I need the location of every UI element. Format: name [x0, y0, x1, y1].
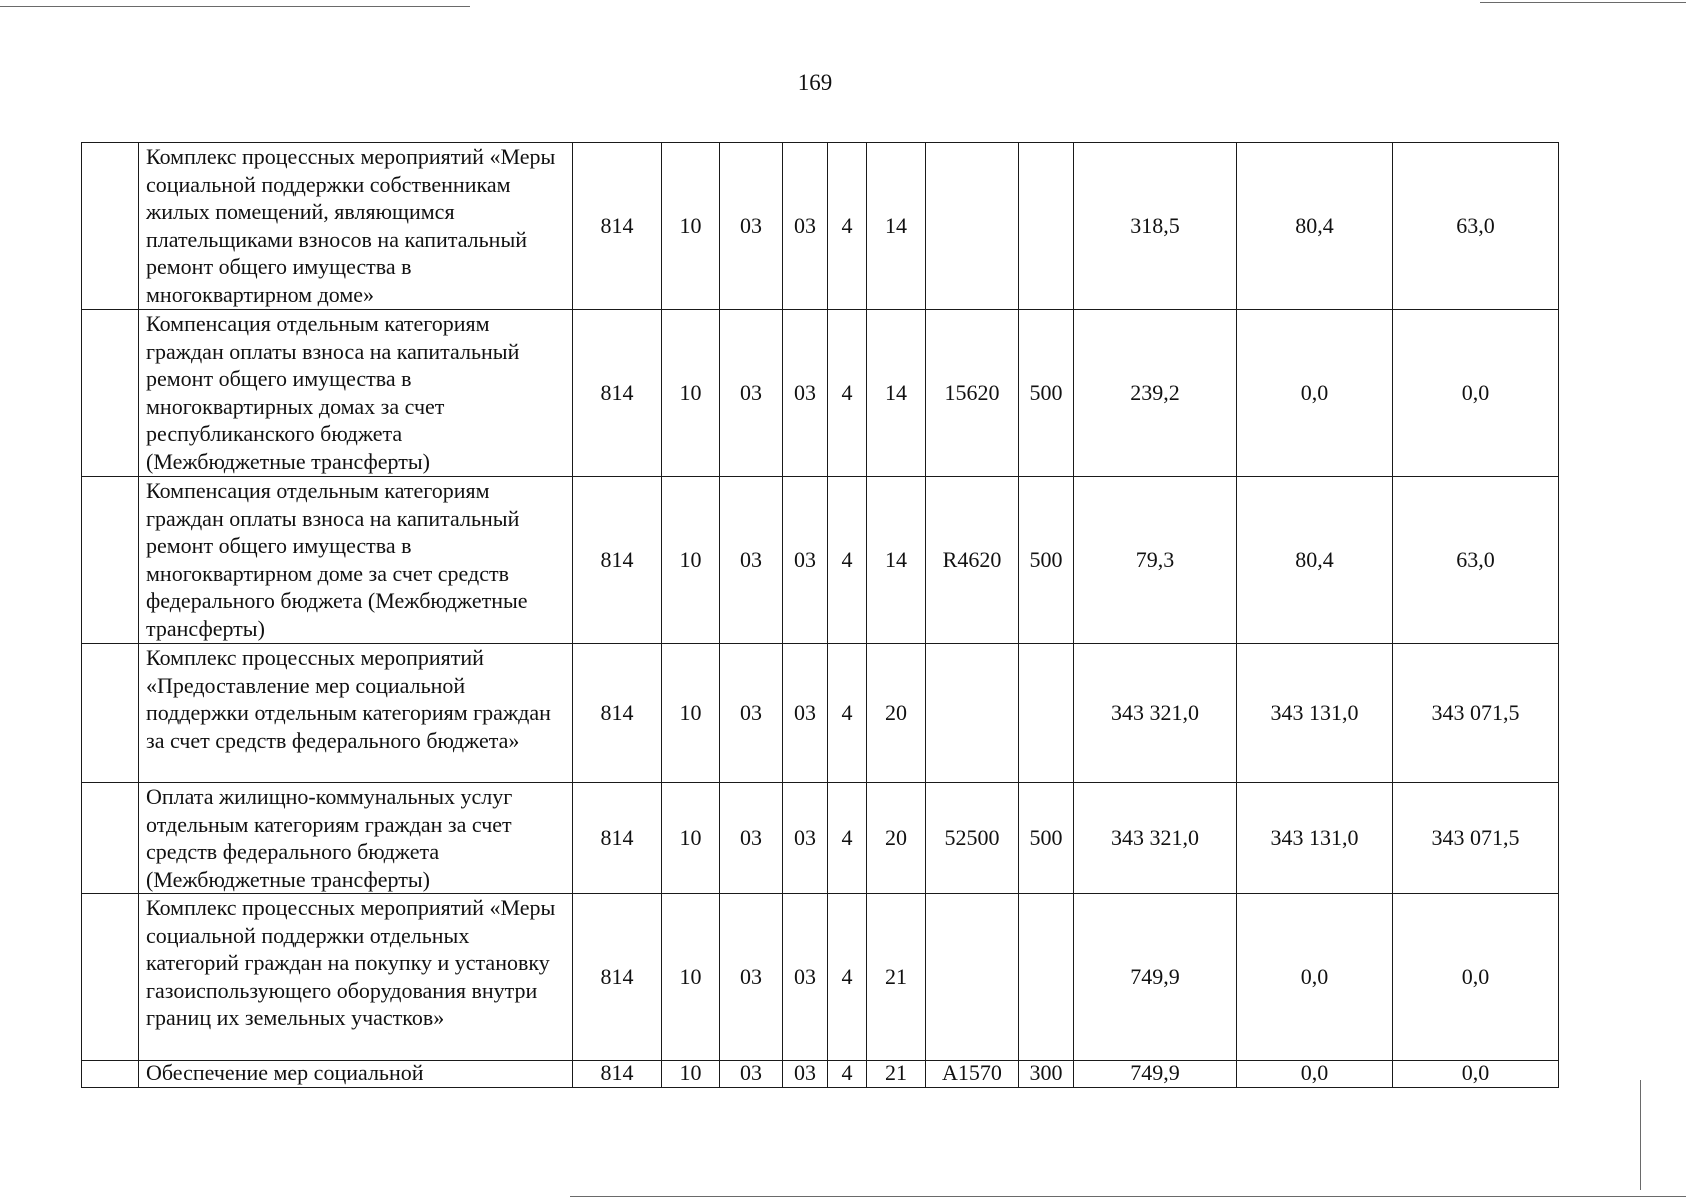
- budget-table: [81, 142, 1559, 1088]
- complex-code: 21: [867, 894, 926, 1061]
- expense-type-code: [1019, 143, 1074, 310]
- type-code: 4: [828, 1061, 867, 1088]
- amount-year-1: 318,5: [1074, 143, 1237, 310]
- ministry-code: 814: [573, 143, 662, 310]
- amount-year-2: 0,0: [1237, 894, 1393, 1061]
- expense-type-code: 300: [1019, 1061, 1074, 1088]
- amount-year-3: 0,0: [1393, 894, 1559, 1061]
- scan-edge-bottom: [570, 1196, 1686, 1197]
- type-code: 4: [828, 477, 867, 644]
- complex-code: 20: [867, 783, 926, 894]
- table-row: [82, 783, 1559, 894]
- row-name: Компенсация отдельным категориям граждан оплаты взноса на капитальный ремонт общего имущества в многоквартирных домах за счет республиканского бюджета (Межбюджетные трансферты): [139, 310, 573, 477]
- ministry-code: 814: [573, 644, 662, 783]
- row-name: Комплекс процессных мероприятий «Меры социальной поддержки отдельных категорий граждан на покупку и установку газоиспользующего оборудования внутри границ их земельных участков»: [139, 894, 573, 1061]
- amount-year-1: 79,3: [1074, 477, 1237, 644]
- ministry-code: 814: [573, 894, 662, 1061]
- table-row: [82, 477, 1559, 644]
- direction-code: A1570: [926, 1061, 1019, 1088]
- amount-year-1: 343 321,0: [1074, 644, 1237, 783]
- amount-year-2: 0,0: [1237, 1061, 1393, 1088]
- table-row: [82, 644, 1559, 783]
- complex-code: 20: [867, 644, 926, 783]
- section-code: 10: [662, 310, 720, 477]
- amount-year-3: 63,0: [1393, 143, 1559, 310]
- amount-year-1: 239,2: [1074, 310, 1237, 477]
- complex-code: 14: [867, 143, 926, 310]
- subsection-code: 03: [720, 143, 783, 310]
- row-name: Обеспечение мер социальной: [139, 1061, 573, 1088]
- table-row: [82, 143, 1559, 310]
- expense-type-code: 500: [1019, 783, 1074, 894]
- program-code: 03: [783, 477, 828, 644]
- section-code: 10: [662, 143, 720, 310]
- subsection-code: 03: [720, 477, 783, 644]
- subsection-code: 03: [720, 644, 783, 783]
- direction-code: 52500: [926, 783, 1019, 894]
- expense-type-code: [1019, 894, 1074, 1061]
- amount-year-1: 749,9: [1074, 1061, 1237, 1088]
- amount-year-2: 343 131,0: [1237, 783, 1393, 894]
- row-index-cell: [82, 310, 139, 477]
- type-code: 4: [828, 143, 867, 310]
- subsection-code: 03: [720, 310, 783, 477]
- table-row: [82, 310, 1559, 477]
- direction-code: 15620: [926, 310, 1019, 477]
- amount-year-2: 343 131,0: [1237, 644, 1393, 783]
- program-code: 03: [783, 783, 828, 894]
- amount-year-3: 0,0: [1393, 1061, 1559, 1088]
- ministry-code: 814: [573, 477, 662, 644]
- table-row: [82, 1061, 1559, 1088]
- ministry-code: 814: [573, 1061, 662, 1088]
- expense-type-code: 500: [1019, 477, 1074, 644]
- row-name: Комплекс процессных мероприятий «Предоставление мер социальной поддержки отдельным категориям граждан за счет средств федерального бюджета»: [139, 644, 573, 783]
- ministry-code: 814: [573, 310, 662, 477]
- subsection-code: 03: [720, 894, 783, 1061]
- expense-type-code: [1019, 644, 1074, 783]
- amount-year-1: 749,9: [1074, 894, 1237, 1061]
- complex-code: 14: [867, 310, 926, 477]
- row-index-cell: [82, 143, 139, 310]
- section-code: 10: [662, 783, 720, 894]
- row-index-cell: [82, 1061, 139, 1088]
- row-index-cell: [82, 644, 139, 783]
- expense-type-code: 500: [1019, 310, 1074, 477]
- type-code: 4: [828, 894, 867, 1061]
- program-code: 03: [783, 894, 828, 1061]
- section-code: 10: [662, 477, 720, 644]
- amount-year-3: 343 071,5: [1393, 644, 1559, 783]
- program-code: 03: [783, 143, 828, 310]
- amount-year-2: 80,4: [1237, 143, 1393, 310]
- amount-year-3: 343 071,5: [1393, 783, 1559, 894]
- direction-code: R4620: [926, 477, 1019, 644]
- program-code: 03: [783, 310, 828, 477]
- amount-year-3: 63,0: [1393, 477, 1559, 644]
- row-index-cell: [82, 477, 139, 644]
- table-row: [82, 894, 1559, 1061]
- amount-year-2: 0,0: [1237, 310, 1393, 477]
- scan-edge-top-right: [1480, 2, 1686, 3]
- row-index-cell: [82, 894, 139, 1061]
- amount-year-3: 0,0: [1393, 310, 1559, 477]
- row-index-cell: [82, 783, 139, 894]
- page-number: 169: [797, 70, 833, 95]
- amount-year-2: 80,4: [1237, 477, 1393, 644]
- row-name: Комплекс процессных мероприятий «Меры социальной поддержки собственникам жилых помещений, являющимся плательщиками взносов на капитальный ремонт общего имущества в многоквартирном доме»: [139, 143, 573, 310]
- amount-year-1: 343 321,0: [1074, 783, 1237, 894]
- subsection-code: 03: [720, 783, 783, 894]
- type-code: 4: [828, 644, 867, 783]
- row-name: Компенсация отдельным категориям граждан оплаты взноса на капитальный ремонт общего имущества в многоквартирном доме за счет средств федерального бюджета (Межбюджетные трансферты): [139, 477, 573, 644]
- section-code: 10: [662, 1061, 720, 1088]
- direction-code: [926, 644, 1019, 783]
- row-name: Оплата жилищно-коммунальных услуг отдельным категориям граждан за счет средств федерального бюджета (Межбюджетные трансферты): [139, 783, 573, 894]
- complex-code: 21: [867, 1061, 926, 1088]
- type-code: 4: [828, 310, 867, 477]
- type-code: 4: [828, 783, 867, 894]
- complex-code: 14: [867, 477, 926, 644]
- subsection-code: 03: [720, 1061, 783, 1088]
- scan-edge-top-left: [0, 6, 470, 7]
- ministry-code: 814: [573, 783, 662, 894]
- program-code: 03: [783, 1061, 828, 1088]
- direction-code: [926, 894, 1019, 1061]
- program-code: 03: [783, 644, 828, 783]
- section-code: 10: [662, 894, 720, 1061]
- section-code: 10: [662, 644, 720, 783]
- scan-edge-right: [1640, 1080, 1641, 1190]
- direction-code: [926, 143, 1019, 310]
